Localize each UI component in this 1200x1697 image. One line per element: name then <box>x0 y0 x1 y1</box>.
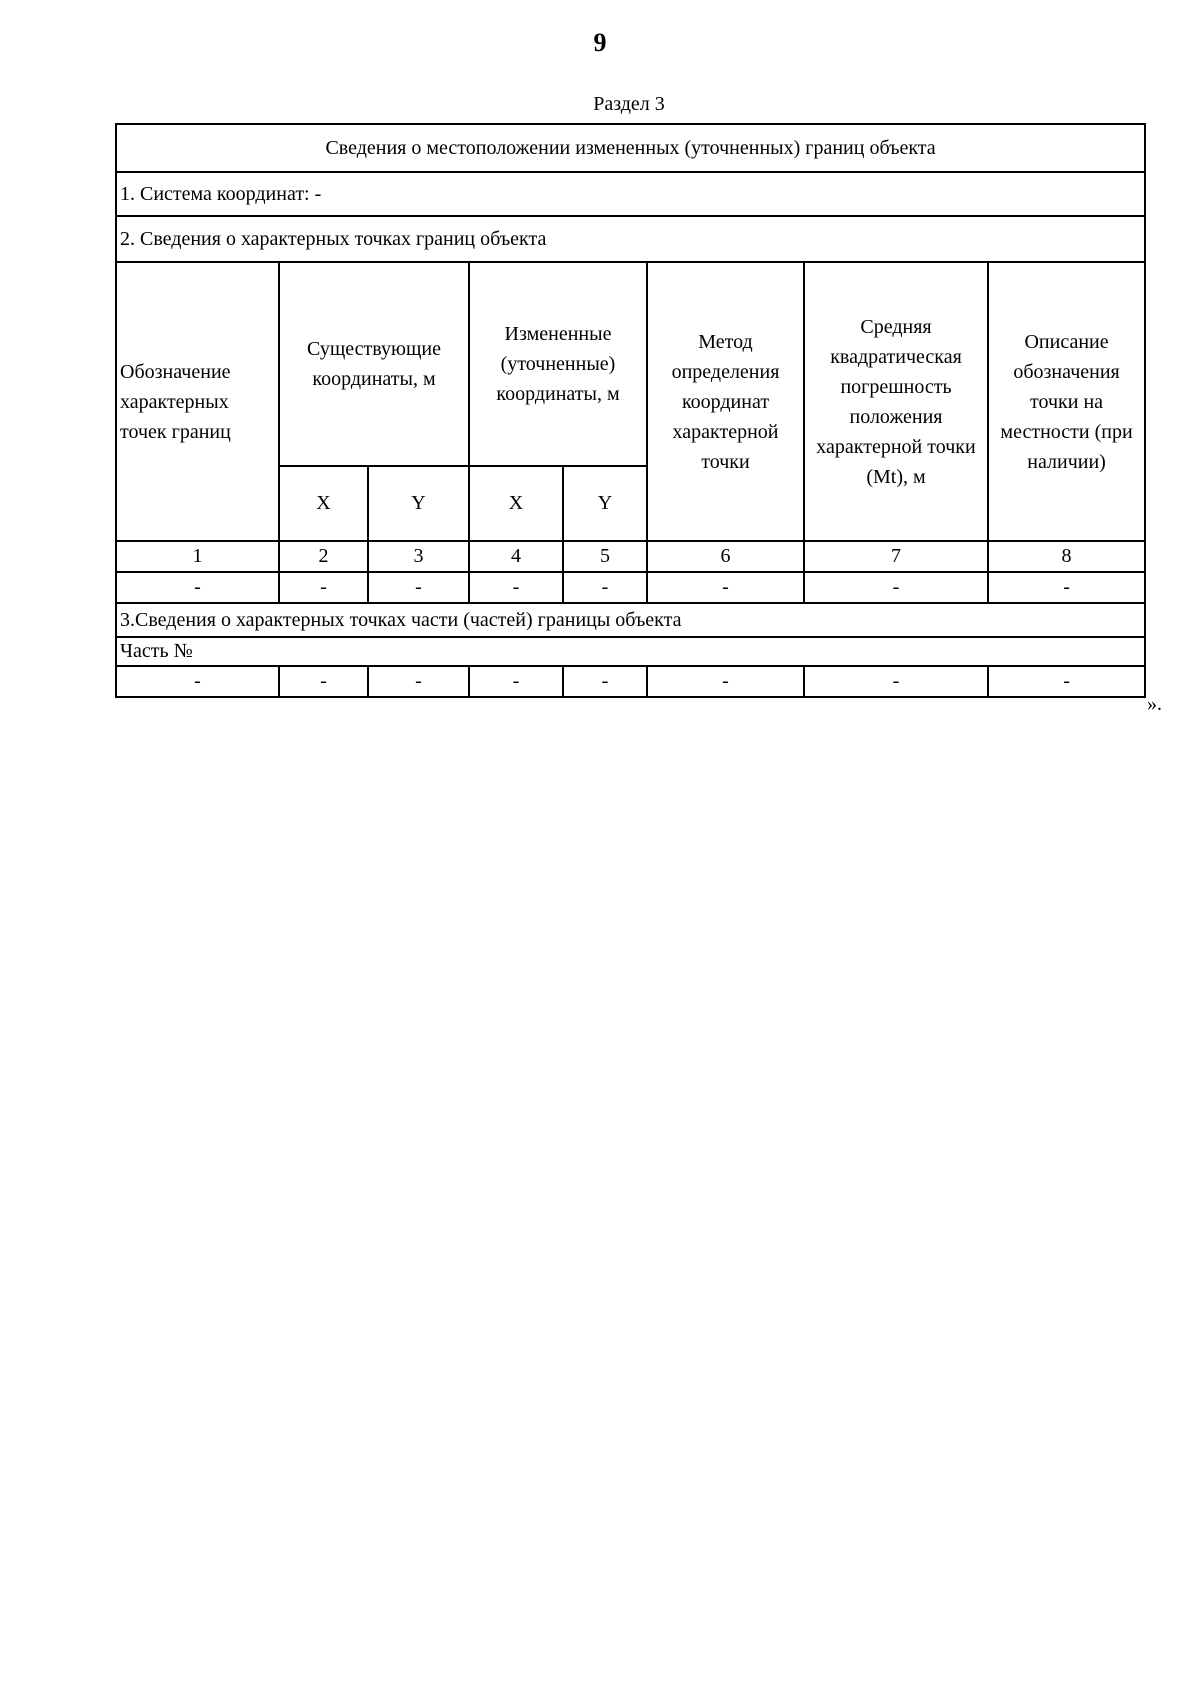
column-number: 3 <box>368 541 469 572</box>
table-cell: - <box>469 572 563 603</box>
table-cell: - <box>804 666 988 697</box>
header-changed-y: Y <box>563 466 647 541</box>
table-cell: - <box>368 572 469 603</box>
table-cell: - <box>988 666 1145 697</box>
header-point-designation: Обозначение характерных точек границ <box>116 262 279 541</box>
table-cell: - <box>279 572 368 603</box>
header-changed-x: X <box>469 466 563 541</box>
table-cell: - <box>279 666 368 697</box>
header-existing-x: X <box>279 466 368 541</box>
header-changed-coords: Измененные (уточненные) координаты, м <box>469 262 647 466</box>
table-cell: - <box>368 666 469 697</box>
points-heading: 2. Сведения о характерных точках границ объекта <box>116 216 1145 262</box>
page-number: 9 <box>593 28 607 57</box>
table-cell: - <box>647 572 804 603</box>
table-cell: - <box>647 666 804 697</box>
column-number: 8 <box>988 541 1145 572</box>
closing-quote: ». <box>1147 693 1162 715</box>
table-cell: - <box>116 666 279 697</box>
table-cell: - <box>563 572 647 603</box>
header-existing-coords: Существующие координаты, м <box>279 262 469 466</box>
boundary-table <box>115 123 1146 698</box>
header-mean-error: Средняя квадратическая погрешность положения характерной точки (Mt), м <box>804 262 988 541</box>
parts-data-row <box>116 666 1145 697</box>
header-method: Метод определения координат характерной точки <box>647 262 804 541</box>
column-number: 4 <box>469 541 563 572</box>
column-number-row <box>116 541 1145 572</box>
column-number: 2 <box>279 541 368 572</box>
points-data-row <box>116 572 1145 603</box>
section-label: Раздел 3 <box>593 93 665 115</box>
column-number: 5 <box>563 541 647 572</box>
column-number: 1 <box>116 541 279 572</box>
column-number: 6 <box>647 541 804 572</box>
header-description: Описание обозначения точки на местности (при наличии) <box>988 262 1145 541</box>
parts-heading: 3.Сведения о характерных точках части (частей) границы объекта <box>116 603 1145 637</box>
table-title: Сведения о местоположении измененных (уточненных) границ объекта <box>116 124 1145 172</box>
header-existing-y: Y <box>368 466 469 541</box>
column-number: 7 <box>804 541 988 572</box>
coordinate-system: 1. Система координат: - <box>116 172 1145 216</box>
table-cell: - <box>116 572 279 603</box>
table-cell: - <box>804 572 988 603</box>
table-cell: - <box>563 666 647 697</box>
part-number-label: Часть № <box>116 637 1145 666</box>
table-cell: - <box>988 572 1145 603</box>
table-cell: - <box>469 666 563 697</box>
